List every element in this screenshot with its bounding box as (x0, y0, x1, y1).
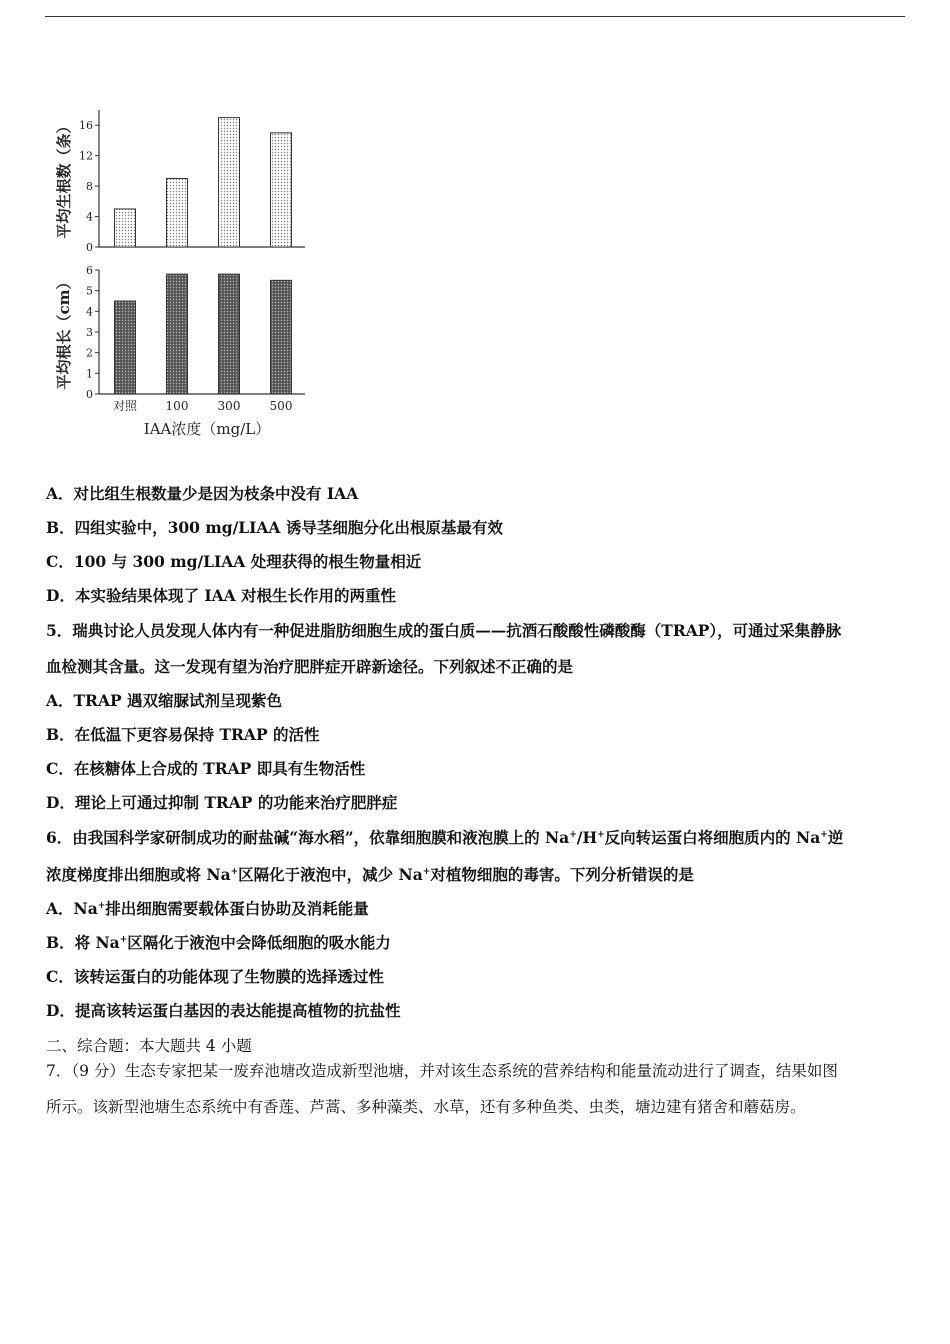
length-bar (167, 274, 188, 394)
length-y-tick-label: 2 (86, 346, 93, 360)
q4-option-b: B．四组实验中，300 mg/LIAA 诱导茎细胞分化出根原基最有效 (46, 518, 503, 537)
count-bar (115, 209, 136, 247)
count-y-tick-label: 0 (86, 241, 93, 254)
q6-option-d: D．提高该转运蛋白基因的表达能提高植物的抗盐性 (46, 1001, 401, 1020)
q5-option-a: A．TRAP 遇双缩脲试剂呈现紫色 (46, 691, 283, 710)
x-axis-label: IAA浓度（mg/L） (143, 420, 271, 438)
q7-stem-line1: 7．（9 分）生态专家把某一废弃池塘改造成新型池塘，并对该生态系统的营养结构和能量流动进行了调查，结果如图 (46, 1062, 838, 1080)
iaa-bar-charts (55, 100, 315, 445)
q6-option-c: C．该转运蛋白的功能体现了生物膜的选择透过性 (46, 967, 384, 986)
q5-option-c: C．在核糖体上合成的 TRAP 即具有生物活性 (46, 759, 366, 778)
length-bar (115, 301, 136, 394)
q4-option-c: C．100 与 300 mg/LIAA 处理获得的根生物量相近 (46, 552, 422, 571)
q5-stem-line2: 血检测其含量。这一发现有望为治疗肥胖症开辟新途径。下列叙述不正确的是 (46, 657, 574, 676)
count-y-tick-label: 12 (79, 149, 93, 163)
q6-option-a: A．Na+排出细胞需要载体蛋白协助及消耗能量 (46, 899, 369, 918)
header-rule (45, 16, 905, 17)
length-bar (219, 274, 240, 394)
count-y-tick-label: 16 (79, 119, 93, 133)
q7-stem-line2: 所示。该新型池塘生态系统中有香莲、芦蒿、多种藻类、水草，还有多种鱼类、虫类，塘边建有猪舍和蘑菇房。 (46, 1098, 806, 1116)
q5-option-d: D．理论上可通过抑制 TRAP 的功能来治疗肥胖症 (46, 793, 398, 812)
q6-stem-line2: 浓度梯度排出细胞或将 Na+区隔化于液泡中，减少 Na+对植物细胞的毒害。下列分析错误的是 (46, 865, 694, 884)
x-category-label: 300 (217, 399, 241, 413)
q4-option-a: A．对比组生根数量少是因为枝条中没有 IAA (46, 484, 359, 503)
count-y-tick-label: 4 (86, 210, 93, 224)
length-y-tick-label: 3 (86, 326, 93, 339)
length-y-axis-label: 平均根长（cm） (55, 274, 73, 390)
count-bar (271, 133, 292, 247)
q6-option-b: B．将 Na+区隔化于液泡中会降低细胞的吸水能力 (46, 933, 391, 952)
length-y-tick-label: 0 (86, 388, 93, 401)
count-bar (219, 118, 240, 247)
q4-option-d: D．本实验结果体现了 IAA 对根生长作用的两重性 (46, 586, 397, 605)
count-y-tick-label: 8 (86, 180, 93, 194)
length-y-tick-label: 6 (86, 264, 93, 277)
q5-stem-line1: 5．瑞典讨论人员发现人体内有一种促进脂肪细胞生成的蛋白质——抗酒石酸酸性磷酸酶（TRAP），可通过采集静脉 (46, 621, 842, 640)
x-category-label: 对照 (112, 399, 138, 413)
length-y-tick-label: 5 (86, 284, 93, 298)
q6-stem-line1: 6．由我国科学家研制成功的耐盐碱“海水稻”，依靠细胞膜和液泡膜上的 Na+/H+反向转运蛋白将细胞质内的 Na+逆 (46, 828, 844, 847)
length-bar (271, 280, 292, 394)
x-category-label: 100 (165, 399, 189, 413)
section-heading: 二、综合题：本大题共 4 小题 (46, 1037, 252, 1055)
length-y-tick-label: 1 (86, 367, 93, 381)
length-y-tick-label: 4 (86, 305, 93, 319)
count-y-axis-label: 平均生根数（条） (55, 118, 73, 239)
x-category-label: 500 (269, 399, 293, 413)
count-bar (167, 179, 188, 248)
q5-option-b: B．在低温下更容易保持 TRAP 的活性 (46, 725, 320, 744)
